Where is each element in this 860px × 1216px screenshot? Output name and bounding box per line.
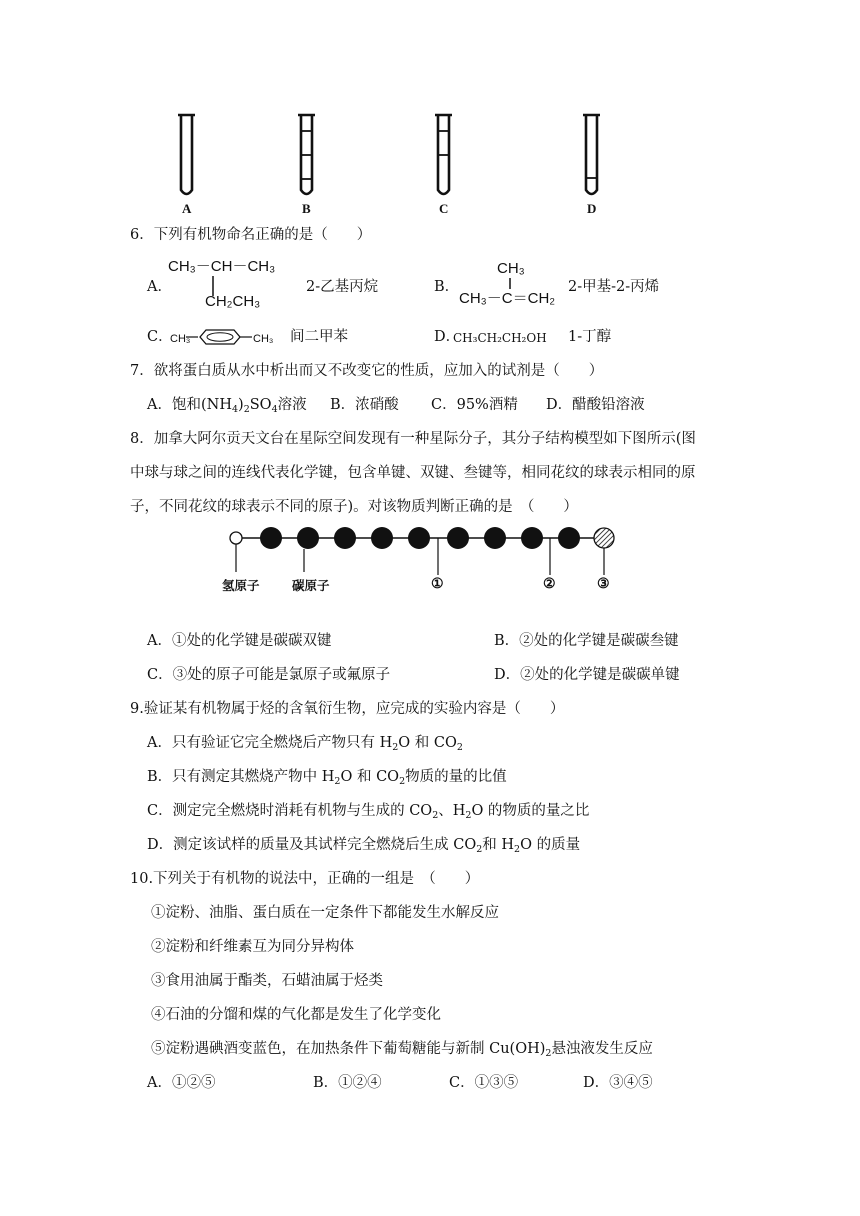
- q6-c-left-ch3: CH₃: [170, 333, 191, 345]
- q8-option-d: D．②处的化学键是碳碳单键: [494, 667, 680, 683]
- tube-label-c: C: [439, 201, 449, 216]
- q9-stem: 9.验证某有机物属于烃的含氧衍生物，应完成的实验内容是（ ）: [130, 701, 565, 717]
- q7-option-a: A．饱和$(NH_4)_2SO_4$溶液: [147, 397, 307, 415]
- q6-option-c-letter: C．: [147, 329, 173, 345]
- q10-stem: 10.下列关于有机物的说法中，正确的一组是 （ ）: [130, 871, 480, 887]
- q10-option-c: C．①③⑤: [449, 1075, 519, 1091]
- q8-option-b: B．②处的化学键是碳碳叁键: [494, 633, 679, 649]
- q6-b-formula-ch3: CH₃: [497, 260, 525, 277]
- q6-option-d-letter: D．: [434, 329, 461, 345]
- q6-d-name: 1-丁醇: [568, 329, 612, 345]
- q8-stem-line3: 子，不同花纹的球表示不同的原子)。对该物质判断正确的是 （ ）: [130, 499, 578, 515]
- q6-a-formula-branch: CH₂CH₃: [205, 293, 261, 310]
- tube-label-d: D: [587, 201, 597, 216]
- q9-option-d: D．测定该试样的质量及其试样完全燃烧后生成 $CO_2$和 $H_2O$ 的质量: [147, 837, 581, 855]
- q7-option-b: B．浓硝酸: [330, 397, 399, 413]
- q6-b-name: 2-甲基-2-丙烯: [568, 279, 660, 295]
- q8-stem-line2: 中球与球之间的连线代表化学键，包含单键、双键、叁键等，相同花纹的球表示相同的原: [130, 465, 696, 481]
- q9-option-c: C．测定完全燃烧时消耗有机物与生成的 $CO_2$、$H_2O$ 的物质的量之比: [147, 803, 590, 821]
- q6-option-b-letter: B．: [434, 279, 460, 295]
- q7-option-c: C．95%酒精: [431, 397, 518, 413]
- q10-option-a: A．①②⑤: [147, 1075, 216, 1091]
- q10-option-b: B．①②④: [313, 1075, 382, 1091]
- q8-option-a: A．①处的化学键是碳碳双键: [147, 633, 332, 649]
- q7-option-d: D．醋酸铅溶液: [546, 397, 645, 413]
- q6-option-a-letter: A．: [147, 279, 172, 295]
- q9-option-b: B．只有测定其燃烧产物中 $H_2O$ 和 $CO_2$物质的量的比值: [147, 769, 507, 787]
- q10-statement-3: ③食用油属于酯类，石蜡油属于烃类: [151, 973, 383, 989]
- q10-statement-5: ⑤淀粉遇碘酒变蓝色，在加热条件下葡萄糖能与新制 $Cu(OH)_2$悬浊液发生反应: [151, 1041, 653, 1059]
- q8-option-c: C．③处的原子可能是氯原子或氟原子: [147, 667, 391, 683]
- marker-1-label: ①: [431, 576, 444, 592]
- marker-3-label: ③: [597, 576, 610, 592]
- q10-statement-1: ①淀粉、油脂、蛋白质在一定条件下都能发生水解反应: [151, 905, 499, 921]
- q10-option-d: D．③④⑤: [583, 1075, 653, 1091]
- q10-statement-4: ④石油的分馏和煤的气化都是发生了化学变化: [151, 1007, 441, 1023]
- molecule-model: [0, 0, 860, 600]
- q6-d-formula: CH₃CH₂CH₂OH: [453, 331, 547, 345]
- tube-label-b: B: [302, 201, 311, 216]
- q6-c-name: 间二甲苯: [290, 329, 348, 345]
- q10-statement-2: ②淀粉和纤维素互为同分异构体: [151, 939, 354, 955]
- q6-b-formula-main: CH₃－C＝CH₂: [459, 290, 556, 307]
- carbon-atom-label: 碳原子: [292, 578, 330, 593]
- q6-stem: 6．下列有机物命名正确的是（ ）: [130, 227, 372, 243]
- marker-2-label: ②: [543, 576, 556, 592]
- hydrogen-atom-label: 氢原子: [222, 578, 260, 593]
- tube-label-a: A: [182, 201, 192, 216]
- q7-stem: 7．欲将蛋白质从水中析出而又不改变它的性质，应加入的试剂是（ ）: [130, 363, 604, 379]
- q6-a-name: 2-乙基丙烷: [306, 279, 379, 295]
- q9-option-a: A．只有验证它完全燃烧后产物只有 $H_2O$ 和 $CO_2$: [147, 735, 463, 753]
- q6-c-right-ch3: CH₃: [253, 333, 274, 345]
- q8-stem-line1: 8．加拿大阿尔贡天文台在星际空间发现有一种星际分子，其分子结构模型如下图所示(图: [130, 431, 696, 447]
- q6-a-formula-main: CH₃－CH－CH₃: [168, 258, 276, 275]
